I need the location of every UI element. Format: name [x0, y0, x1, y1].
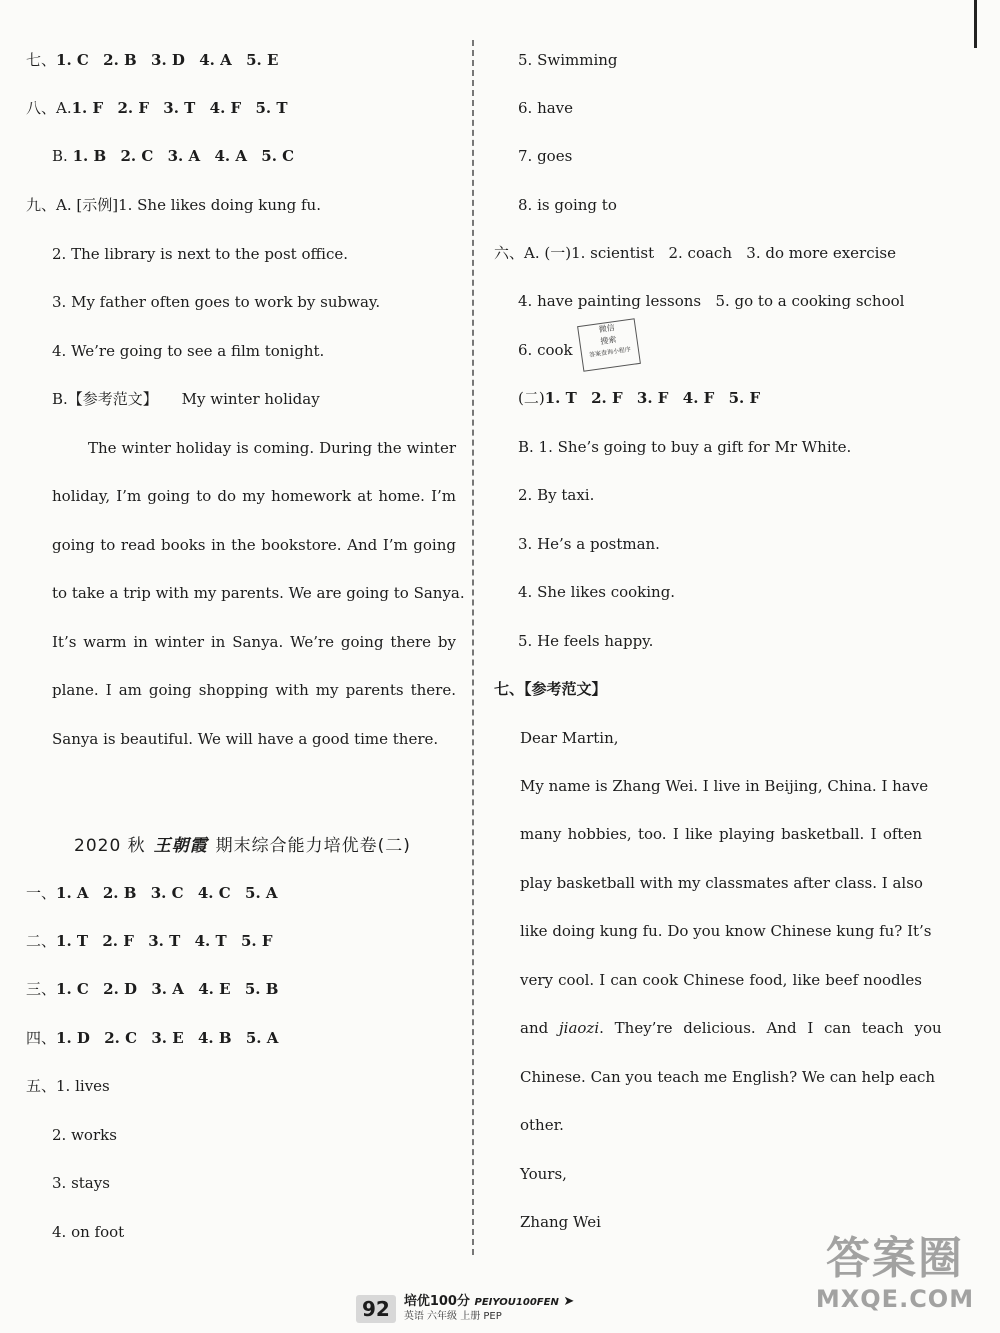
answer-row-s6a-1 [494, 243, 896, 263]
answer-item: 4. F [209, 99, 242, 117]
answer-item: 1. T [56, 932, 89, 950]
row-label: B.【参考范文】 [52, 390, 158, 408]
answer-item: 3. D [151, 51, 185, 69]
letter-line: other. [520, 1116, 564, 1134]
answer-item: 5. A [245, 1029, 279, 1047]
q9b-heading [52, 389, 320, 409]
row-label: 九、A. [示例] [26, 196, 119, 214]
answer-item: 4. A [214, 147, 247, 165]
letter-italic-word: jiaozi [559, 1019, 600, 1037]
row-label: 五、 [26, 1077, 57, 1095]
essay-line: It’s warm in winter in Sanya. We’re going there by [52, 633, 456, 651]
answer-item: 1. C [56, 51, 89, 69]
essay-line: going to read books in the bookstore. And I’m going [52, 536, 456, 554]
answer-item: 4. A [199, 51, 232, 69]
qr-stamp [577, 318, 641, 372]
answer-item: 2. D [103, 980, 138, 998]
title-brand: 王朝霞 [153, 836, 208, 856]
answer-sentence: 2. The library is next to the post office. [52, 245, 348, 263]
stamp-text: 微信 [598, 323, 616, 335]
answer-item: 2. C [104, 1029, 138, 1047]
essay-line: to take a trip with my parents. We are going to Sanya. [52, 584, 465, 602]
answer-item: 3. F [636, 389, 669, 407]
letter-line: Chinese. Can you teach me English? We can help each [520, 1068, 936, 1086]
answer-item: 6. have [518, 99, 574, 117]
letter-line: very cool. I can cook Chinese food, like beef noodles [520, 971, 922, 989]
answer-item: 2. B [102, 884, 137, 902]
stamp-text: 搜索 [599, 334, 617, 347]
row-label: 四、 [26, 1029, 57, 1047]
answer-row-s6a-2 [518, 291, 904, 311]
essay-line: holiday, I’m going to do my homework at home. I’m [52, 487, 456, 505]
answer-item: 5. E [246, 51, 279, 69]
answer-item: 1. C [56, 980, 89, 998]
answer-sentence: 2. By taxi. [518, 486, 595, 504]
watermark-url: MXQE.COM [815, 1285, 975, 1313]
row-label: (二) [518, 389, 545, 407]
answer-item: 3. T [163, 99, 196, 117]
title-text: 期末综合能力培优卷(二) [215, 836, 411, 856]
title-year: 2020 秋 [74, 836, 146, 856]
answer-item: 3. C [150, 884, 184, 902]
page-number: 92 [356, 1295, 396, 1323]
answer-sentence: 4. We’re going to see a film tonight. [52, 342, 325, 360]
footer-subtitle: 英语 六年级 上册 PEP [403, 1310, 502, 1322]
brand-pinyin: PEIYOU100FEN [474, 1296, 559, 1308]
letter-line: like doing kung fu. Do you know Chinese kung fu? It’s [520, 922, 932, 940]
answer-item: 2. C [120, 147, 154, 165]
answer-item: 6. cook [518, 341, 573, 359]
essay-line: plane. I am going shopping with my parents there. [52, 681, 456, 699]
answer-item: 4. C [197, 884, 231, 902]
answer-item: 1. lives [56, 1077, 110, 1095]
answer-item: 1. T [544, 389, 577, 407]
row-label: 八、A. [26, 99, 72, 117]
brand-name: 培优100分 [403, 1293, 470, 1309]
q9a-example-1 [26, 195, 321, 215]
answer-item: 3. do more exercise [746, 244, 897, 262]
answer-sentence: 1. She likes doing kung fu. [118, 196, 321, 214]
answer-row-s2 [26, 931, 272, 951]
letter-closing: Yours, [520, 1165, 567, 1183]
answer-item: 2. F [591, 389, 623, 407]
row-label: 一、 [26, 884, 57, 902]
essay-line: Sanya is beautiful. We will have a good time there. [52, 730, 439, 748]
answer-item: 1. A [56, 884, 89, 902]
answer-item: 5. go to a cooking school [715, 292, 905, 310]
answer-item: 3. T [148, 932, 181, 950]
section-title [74, 831, 411, 856]
page-edge-mark [974, 0, 977, 48]
answer-item: 4. T [194, 932, 227, 950]
arrow-icon: ➤ [563, 1293, 575, 1309]
answer-item: 3. A [151, 980, 184, 998]
letter-line [520, 1018, 942, 1038]
answer-item: 5. A [245, 884, 278, 902]
watermark-logo [800, 1233, 990, 1325]
answer-sentence: 3. My father often goes to work by subway. [52, 293, 381, 311]
answer-item: 5. C [261, 147, 295, 165]
answer-item: 4. B [198, 1029, 232, 1047]
answer-item: 3. stays [52, 1174, 110, 1192]
answer-row-s1 [26, 883, 278, 903]
letter-text: and [520, 1019, 549, 1037]
answer-item: 3. A [167, 147, 201, 165]
answer-sentence: 5. He feels happy. [518, 632, 654, 650]
letter-line: many hobbies, too. I like playing basketball. I often [520, 825, 922, 843]
section-label: 七、【参考范文】 [494, 680, 607, 698]
answer-sentence: 3. He’s a postman. [518, 535, 660, 553]
footer-brand [404, 1295, 574, 1324]
answer-row-s4 [26, 1028, 278, 1048]
answer-row-q8b [52, 146, 294, 166]
answer-item: 1. D [56, 1029, 90, 1047]
row-label: 六、A. (一) [494, 244, 572, 262]
answer-item: 4. E [198, 980, 231, 998]
answer-row-s5 [26, 1076, 110, 1096]
answer-item: 2. B [103, 51, 137, 69]
answer-item: 3. E [151, 1029, 184, 1047]
letter-signature: Zhang Wei [520, 1213, 601, 1231]
essay-line: The winter holiday is coming. During the winter [88, 439, 456, 457]
answer-item: 2. F [102, 932, 134, 950]
answer-item: 2. F [117, 99, 149, 117]
answer-item: 4. have painting lessons [518, 292, 702, 310]
letter-text: . They’re delicious. And I can teach you [599, 1019, 942, 1037]
row-label: B. [52, 147, 68, 165]
answer-item: 5. F [240, 932, 273, 950]
essay-title: My winter holiday [181, 390, 320, 408]
row-label: 七、 [26, 51, 57, 69]
answer-item: 2. works [52, 1126, 117, 1144]
answer-item: 1. F [71, 99, 104, 117]
letter-line: play basketball with my classmates after class. I also [520, 874, 923, 892]
letter-line: My name is Zhang Wei. I live in Beijing, China. I have [520, 777, 929, 795]
answer-row-s3 [26, 979, 278, 999]
answer-item: 8. is going to [518, 196, 617, 214]
answer-item: 1. B [72, 147, 107, 165]
answer-item: 5. T [255, 99, 288, 117]
answer-item: 5. F [728, 389, 761, 407]
answer-row-s6a-2-tf [518, 388, 760, 408]
answer-sentence: B. 1. She’s going to buy a gift for Mr White. [518, 438, 852, 456]
watermark-text: 答案圈 [826, 1233, 964, 1284]
answer-item: 5. B [244, 980, 279, 998]
answer-item: 4. F [682, 389, 715, 407]
letter-greeting: Dear Martin, [520, 729, 619, 747]
answer-item: 7. goes [518, 147, 573, 165]
page-footer [356, 1292, 574, 1326]
row-label: 三、 [26, 980, 57, 998]
row-label: 二、 [26, 932, 57, 950]
column-divider [472, 40, 474, 1255]
answer-row-q8a [26, 98, 288, 118]
answer-item: 4. on foot [52, 1223, 125, 1241]
answer-item: 5. Swimming [518, 51, 618, 69]
answer-row-q7 [26, 50, 278, 70]
stamp-text: 答案查询小程序 [588, 346, 632, 359]
answer-sentence: 4. She likes cooking. [518, 583, 676, 601]
answer-item: 1. scientist [571, 244, 655, 262]
answer-item: 2. coach [668, 244, 732, 262]
